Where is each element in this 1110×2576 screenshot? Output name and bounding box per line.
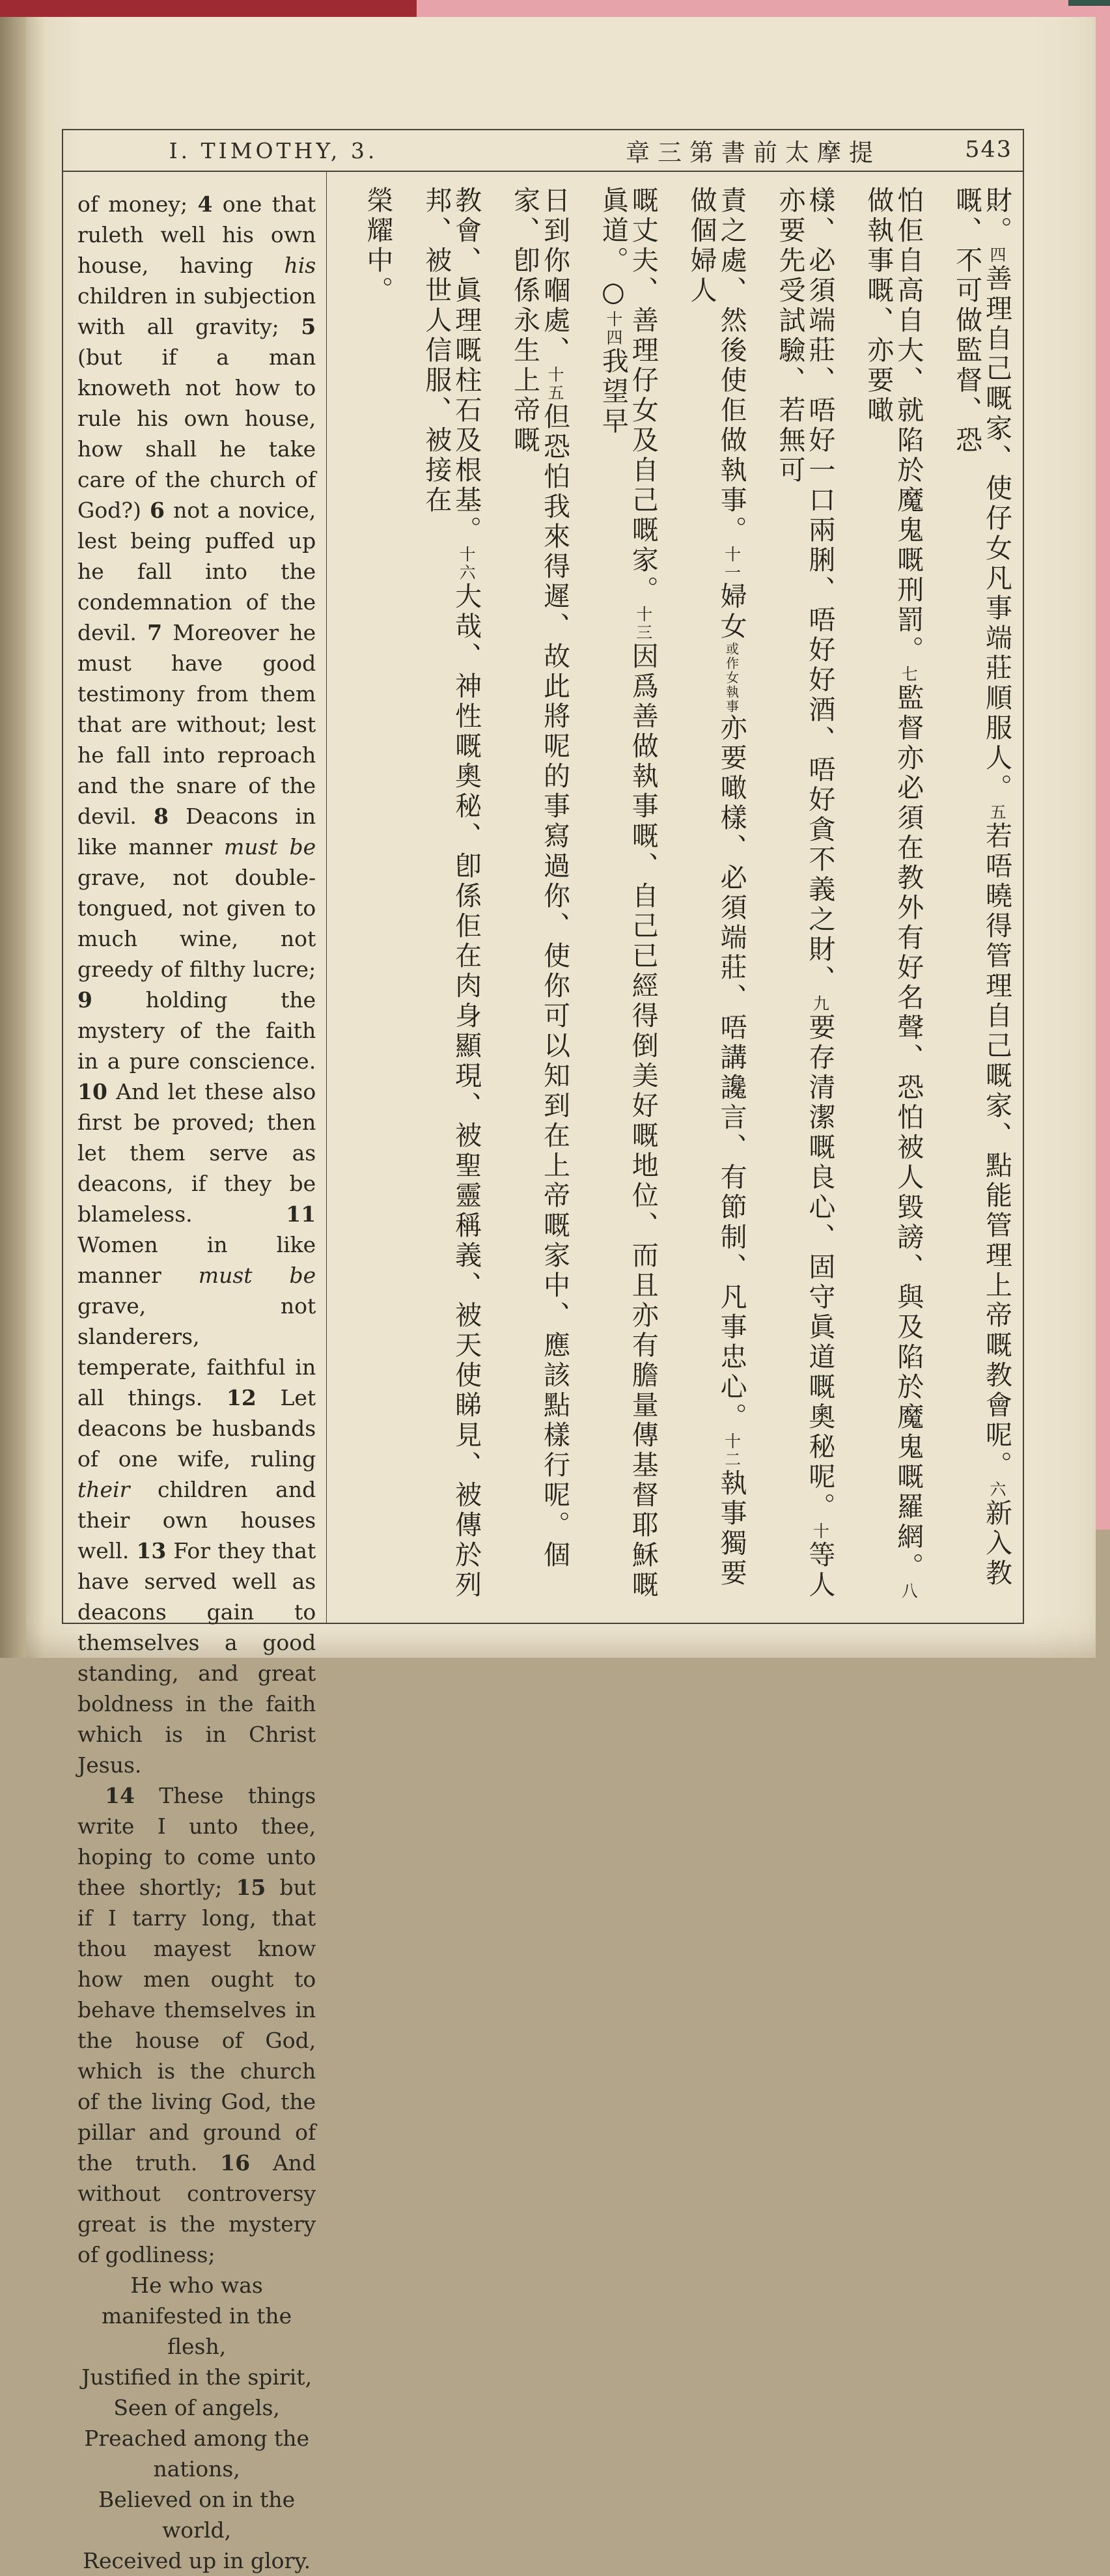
chinese-verse-number: 十	[811, 1522, 830, 1541]
verse-text: And let these also first be proved; then let them serve as deacons, if they be blameless.	[77, 1079, 316, 1227]
chinese-verse-number: 五	[988, 804, 1006, 822]
chinese-vertical-column	[598, 186, 658, 1610]
verse-number: 4	[197, 191, 213, 217]
verse-text: children and their own houses well.	[77, 1477, 316, 1563]
verse-text: holding the mystery of the faith in a pure conscience.	[77, 987, 316, 1074]
verse-text: (but if a man knoweth not how to rule his own house, how shall he take care of the church of God?)	[77, 344, 316, 523]
english-paragraph	[77, 189, 316, 1780]
header-english-title: I. TIMOTHY, 3.	[169, 137, 378, 163]
poem-line: Received up in glory.	[83, 2548, 311, 2573]
poem-line: Justified in the spirit,	[81, 2364, 312, 2390]
verse-number: 12	[226, 1385, 257, 1410]
book-gutter-shadow	[0, 17, 26, 1658]
chinese-verse-text: 怕佢自高自大、就陷於魔鬼嘅刑罰。	[893, 186, 924, 665]
chinese-vertical-column	[509, 186, 569, 1610]
verse-text: And without controversy great is the mystery of godliness;	[77, 2150, 316, 2267]
printed-frame	[62, 129, 1024, 2573]
chinese-verse-text: 執事獨要做個婦人	[686, 186, 747, 1589]
page-number: 543	[965, 137, 1012, 163]
chinese-verse-text: 等人亦要先受試驗、若無可	[774, 186, 836, 1601]
verse-number: 13	[136, 1538, 167, 1563]
verse-text: one that ruleth well his own house, having	[77, 191, 316, 278]
poem-line: Seen of angels,	[113, 2395, 280, 2420]
chinese-verse-text: 婦女	[715, 582, 747, 642]
chinese-verse-text: 嘅丈夫、善理仔女及自己嘅家。	[627, 186, 659, 606]
english-text-column	[63, 172, 326, 2573]
chinese-verse-text: 善理自己嘅家、使仔女凡事端莊順服人。	[981, 264, 1012, 804]
chinese-verse-text: 做執事嘅、亦要噉	[863, 186, 895, 426]
chinese-vertical-column	[421, 186, 480, 1610]
chinese-vertical-column	[362, 186, 392, 1610]
chinese-verse-text: 但恐怕我來得遲、故此將呢的事寫過你、使你可以知到在上帝嘅家中、應該點樣行呢。個家、卽係永生上帝嘅	[509, 186, 570, 1571]
page-edge-corner	[1068, 0, 1110, 6]
chinese-verse-number: 十六	[457, 546, 477, 582]
chinese-vertical-column	[775, 186, 835, 1610]
chinese-verse-text: 我望早	[597, 347, 629, 437]
verse-text: their	[77, 1477, 130, 1502]
chinese-verse-number: 十二	[722, 1433, 742, 1469]
header-chinese-title: 章三第書前太摩提	[626, 139, 881, 167]
verse-text: of money;	[77, 191, 198, 217]
book-page	[26, 17, 1096, 2573]
chinese-verse-number: 十四	[604, 311, 623, 347]
chinese-vertical-column	[951, 186, 1011, 1610]
chinese-verse-number: 八	[899, 1582, 919, 1601]
verse-number: 11	[286, 1201, 316, 1227]
english-paragraph	[77, 1780, 316, 2270]
chinese-verse-text: 監督亦必須在教外有好名聲、恐怕被人毀謗、與及陷於魔鬼嘅羅網。	[893, 684, 924, 1582]
verse-text: Women in like manner	[77, 1232, 316, 1288]
verse-text: These things write I unto thee, hoping to come unto thee shortly;	[77, 1783, 316, 1900]
verse-text: grave, not slanderers, temperate, faithful in all things.	[77, 1293, 316, 1410]
verse-text: Moreover he must have good testimony from them that are without; lest he fall into reproach and the snare of the devil.	[77, 620, 316, 829]
verse-number: 7	[147, 620, 163, 645]
chinese-verse-text: 新入教嘅、不可做監督、恐	[951, 186, 1012, 1589]
verse-number: 10	[77, 1079, 107, 1104]
chinese-verse-number: 六	[988, 1481, 1006, 1499]
verse-text: grave, not double-tongued, not given to much wine, not greedy of filthy lucre;	[77, 865, 316, 982]
chinese-verse-number: 四	[988, 246, 1006, 264]
verse-text: but if I tarry long, that thou mayest know how men ought to behave themselves in the house of God, which is the church of the living God, the pillar and ground of the truth.	[77, 1875, 316, 2176]
chinese-vertical-column	[863, 186, 923, 1610]
two-column-content	[63, 172, 1023, 2573]
chinese-text-column	[327, 172, 1023, 1623]
chinese-verse-number: 十三	[633, 606, 653, 642]
chinese-verse-number: 九	[811, 995, 830, 1013]
page-edge-red-top	[0, 0, 417, 17]
chinese-verse-text: 財。	[981, 186, 1012, 246]
chinese-verse-text: 榮耀中。	[362, 186, 394, 306]
verse-number: 6	[150, 497, 165, 523]
chinese-verse-text: 教會、眞理嘅柱石及根基。	[451, 186, 482, 546]
chinese-verse-text: 責之處、然後使佢做執事。	[715, 186, 747, 546]
verse-number: 9	[77, 987, 92, 1013]
verse-text: not a novice, lest being puffed up he fall into the condemnation of the devil.	[77, 497, 316, 645]
chinese-verse-text: 要存清潔嘅良心、固守眞道嘅奧秘呢。	[804, 1013, 836, 1522]
chinese-verse-text: 若唔曉得管理自己嘅家、點能管理上帝嘅教會呢。	[981, 822, 1012, 1481]
header-right-section	[484, 133, 1023, 168]
chinese-verse-text: 因爲善做執事嘅、自己已經得倒美好嘅地位、而且亦有膽量傳基督耶穌嘅眞道。○	[597, 186, 659, 1601]
verse-text: Let deacons be husbands of one wife, ruling	[77, 1385, 316, 1472]
verse-text: his	[284, 253, 316, 278]
running-header	[63, 130, 1023, 172]
verse-text: children in subjection with all gravity;	[77, 283, 316, 339]
verse-number: 16	[220, 2150, 251, 2176]
page-edge-pink-right	[1096, 6, 1110, 1530]
poem-line: Preached among the nations,	[84, 2426, 309, 2482]
verse-number: 8	[154, 804, 169, 829]
poem-line: He who was manifested in the flesh,	[102, 2273, 292, 2359]
chinese-verse-number: 十五	[545, 366, 564, 402]
interlinear-note: 或作女執事	[723, 642, 740, 714]
verse-text: must be	[198, 1263, 316, 1288]
verse-number: 5	[301, 314, 316, 339]
chinese-verse-text: 樣、必須端莊、唔好一口兩脷、唔好好酒、唔好貪不義之財、	[804, 186, 836, 995]
verse-text: must be	[224, 834, 316, 860]
verse-text: Deacons in like manner	[77, 804, 316, 860]
chinese-vertical-column	[686, 186, 746, 1610]
poem-line: Believed on in the world,	[98, 2487, 296, 2543]
chinese-verse-number: 七	[899, 665, 919, 684]
verse-text: For they that have served well as deacons gain to themselves a good standing, and great boldness in the faith which is in Christ Jesus.	[77, 1538, 316, 1778]
verse-number: 15	[236, 1875, 266, 1900]
chinese-verse-text: 大哉、神性嘅奧秘、卽係佢在肉身顯現、被聖靈稱義、被天使睇見、被傳於列邦、被世人信服、被接在	[421, 186, 482, 1601]
verse-number: 14	[105, 1783, 135, 1808]
chinese-verse-number: 十一	[722, 546, 742, 582]
chinese-verse-text: 日到你嗰處、	[538, 186, 570, 366]
chinese-verse-text: 亦要噉樣、必須端莊、唔講讒言、有節制、凡事忠心。	[715, 714, 747, 1433]
